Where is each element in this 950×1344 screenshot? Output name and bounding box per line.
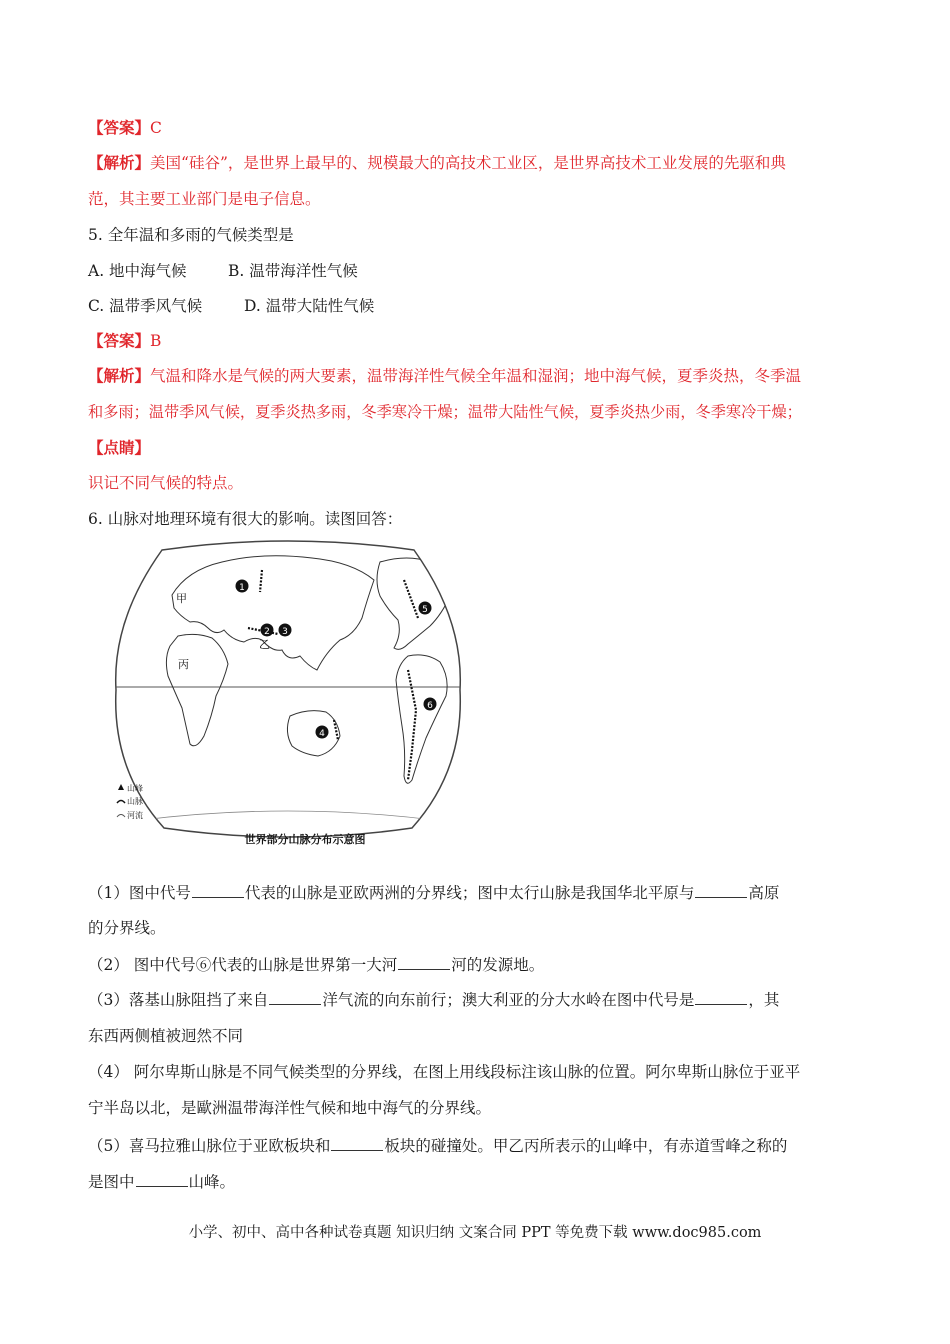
svg-text:5: 5 — [422, 605, 428, 615]
q6-p5-text-b: 板块的碰撞处。甲乙丙所表示的山峰中，有赤道雪峰之称的 — [384, 1137, 788, 1155]
q6-p1-text-a: （1）图中代号 — [88, 884, 191, 902]
q6-p1-text-c: 高原 — [748, 884, 780, 902]
legend-range-label: 山脉 — [127, 797, 143, 806]
map-label-bing: 丙 — [178, 658, 189, 671]
svg-text:1: 1 — [239, 583, 245, 593]
q4-answer-value: C — [150, 119, 162, 137]
q6-part2 — [88, 955, 544, 975]
svg-text:3: 3 — [282, 627, 288, 637]
q6-part4-line2: 宁半岛以北，是歐洲温带海洋性气候和地中海气的分界线。 — [88, 1099, 492, 1117]
q6-part5-line1 — [88, 1136, 787, 1156]
q6-p1-blank2 — [695, 883, 747, 898]
q6-part1-line1 — [88, 883, 779, 903]
map-legend — [117, 783, 143, 820]
legend-peak-label: 山峰 — [127, 784, 143, 793]
svg-text:6: 6 — [427, 701, 433, 711]
q6-p3-blank1 — [269, 990, 321, 1005]
q6-p3-blank2 — [695, 990, 747, 1005]
legend-range-icon — [117, 801, 125, 804]
q5-answer-value: B — [150, 332, 162, 350]
legend-peak-icon — [118, 784, 124, 790]
q6-p1-text-b: 代表的山脉是亚欧两洲的分界线；图中太行山脉是我国华北平原与 — [244, 884, 695, 902]
q5-options-row1 — [88, 261, 358, 281]
map-caption: 世界部分山脉分布示意图 — [244, 833, 366, 846]
legend-river-label: 河流 — [127, 811, 143, 820]
q6-p3-text-b: 洋气流的向东前行；澳大利亚的分大水岭在图中代号是 — [322, 991, 695, 1009]
map-label-jia: 甲 — [176, 592, 187, 605]
q5-options-row2 — [88, 296, 374, 316]
q5-analysis-text1: 气温和降水是气候的两大要素，温带海洋性气候全年温和湿润；地中海气候，夏季炎热，冬季温 — [150, 367, 802, 385]
svg-text:4: 4 — [319, 729, 325, 739]
q6-p5-text-c: 是图中 — [88, 1173, 135, 1191]
q5-answer-tag: 【答案】 — [88, 331, 151, 350]
q5-comment-text: 识记不同气候的特点。 — [88, 474, 244, 492]
q4-analysis-line2: 范，其主要工业部门是电子信息。 — [88, 190, 321, 208]
map-figure — [112, 540, 464, 854]
q5-comment-tag: 【点睛】 — [88, 438, 151, 457]
q5-option-d: D. 温带大陆性气候 — [244, 297, 375, 315]
q6-p3-text-c: ，其 — [748, 991, 780, 1009]
q6-p5-blank2 — [136, 1172, 188, 1187]
q6-part3-line1 — [88, 990, 779, 1010]
q6-p2-text-b: 河的发源地。 — [451, 956, 545, 974]
q6-part3-line2: 东西两侧植被迥然不同 — [88, 1027, 244, 1045]
q6-part5-line2 — [88, 1172, 235, 1192]
q6-p2-blank1 — [398, 955, 450, 970]
map-label-yi: 乙 — [259, 638, 270, 651]
q5-option-a: A. 地中海气候 — [88, 262, 187, 280]
q6-p2-text-a: （2） 图中代号⑥代表的山脉是世界第一大河 — [88, 956, 398, 974]
q5-analysis-line1 — [88, 366, 801, 386]
page-footer: 小学、初中、高中各种试卷真题 知识归纳 文案合同 PPT 等免费下载 www.doc985.com — [188, 1225, 762, 1241]
q5-answer-line — [88, 331, 161, 351]
q5-stem: 5. 全年温和多雨的气候类型是 — [88, 226, 294, 244]
q6-part1-line2: 的分界线。 — [88, 919, 166, 937]
legend-river-icon — [117, 815, 125, 818]
q5-option-b: B. 温带海洋性气候 — [228, 262, 358, 280]
q4-answer-line — [88, 118, 162, 138]
q4-analysis-line1 — [88, 153, 786, 173]
q6-part4-line1: （4） 阿尔卑斯山脉是不同气候类型的分界线，在图上用线段标注该山脉的位置。阿尔卑斯山脉位于亚平 — [88, 1063, 801, 1081]
q4-analysis-tag: 【解析】 — [88, 153, 151, 172]
svg-text:2: 2 — [264, 627, 270, 637]
world-mountains-map — [112, 540, 464, 854]
q5-option-c: C. 温带季风气候 — [88, 297, 203, 315]
q6-p5-text-d: 山峰。 — [188, 1173, 236, 1191]
q6-p5-text-a: （5）喜马拉雅山脉位于亚欧板块和 — [88, 1137, 331, 1155]
q4-answer-tag: 【答案】 — [88, 118, 151, 137]
q5-analysis-tag: 【解析】 — [88, 366, 151, 385]
q5-analysis-line2: 和多雨；温带季风气候，夏季炎热多雨，冬季寒冷干燥；温带大陆性气候，夏季炎热少雨，冬季寒冷干燥； — [88, 403, 802, 421]
q6-p1-blank1 — [192, 883, 244, 898]
q6-stem: 6. 山脉对地理环境有很大的影响。读图回答： — [88, 510, 403, 528]
q6-p3-text-a: （3）落基山脉阻挡了来自 — [88, 991, 269, 1009]
q4-analysis-text1: 美国“硅谷”，是世界上最早的、规模最大的高技术工业区，是世界高技术工业发展的先驱和典 — [150, 154, 786, 172]
map-globe-outline — [116, 541, 461, 837]
q6-p5-blank1 — [331, 1136, 383, 1151]
